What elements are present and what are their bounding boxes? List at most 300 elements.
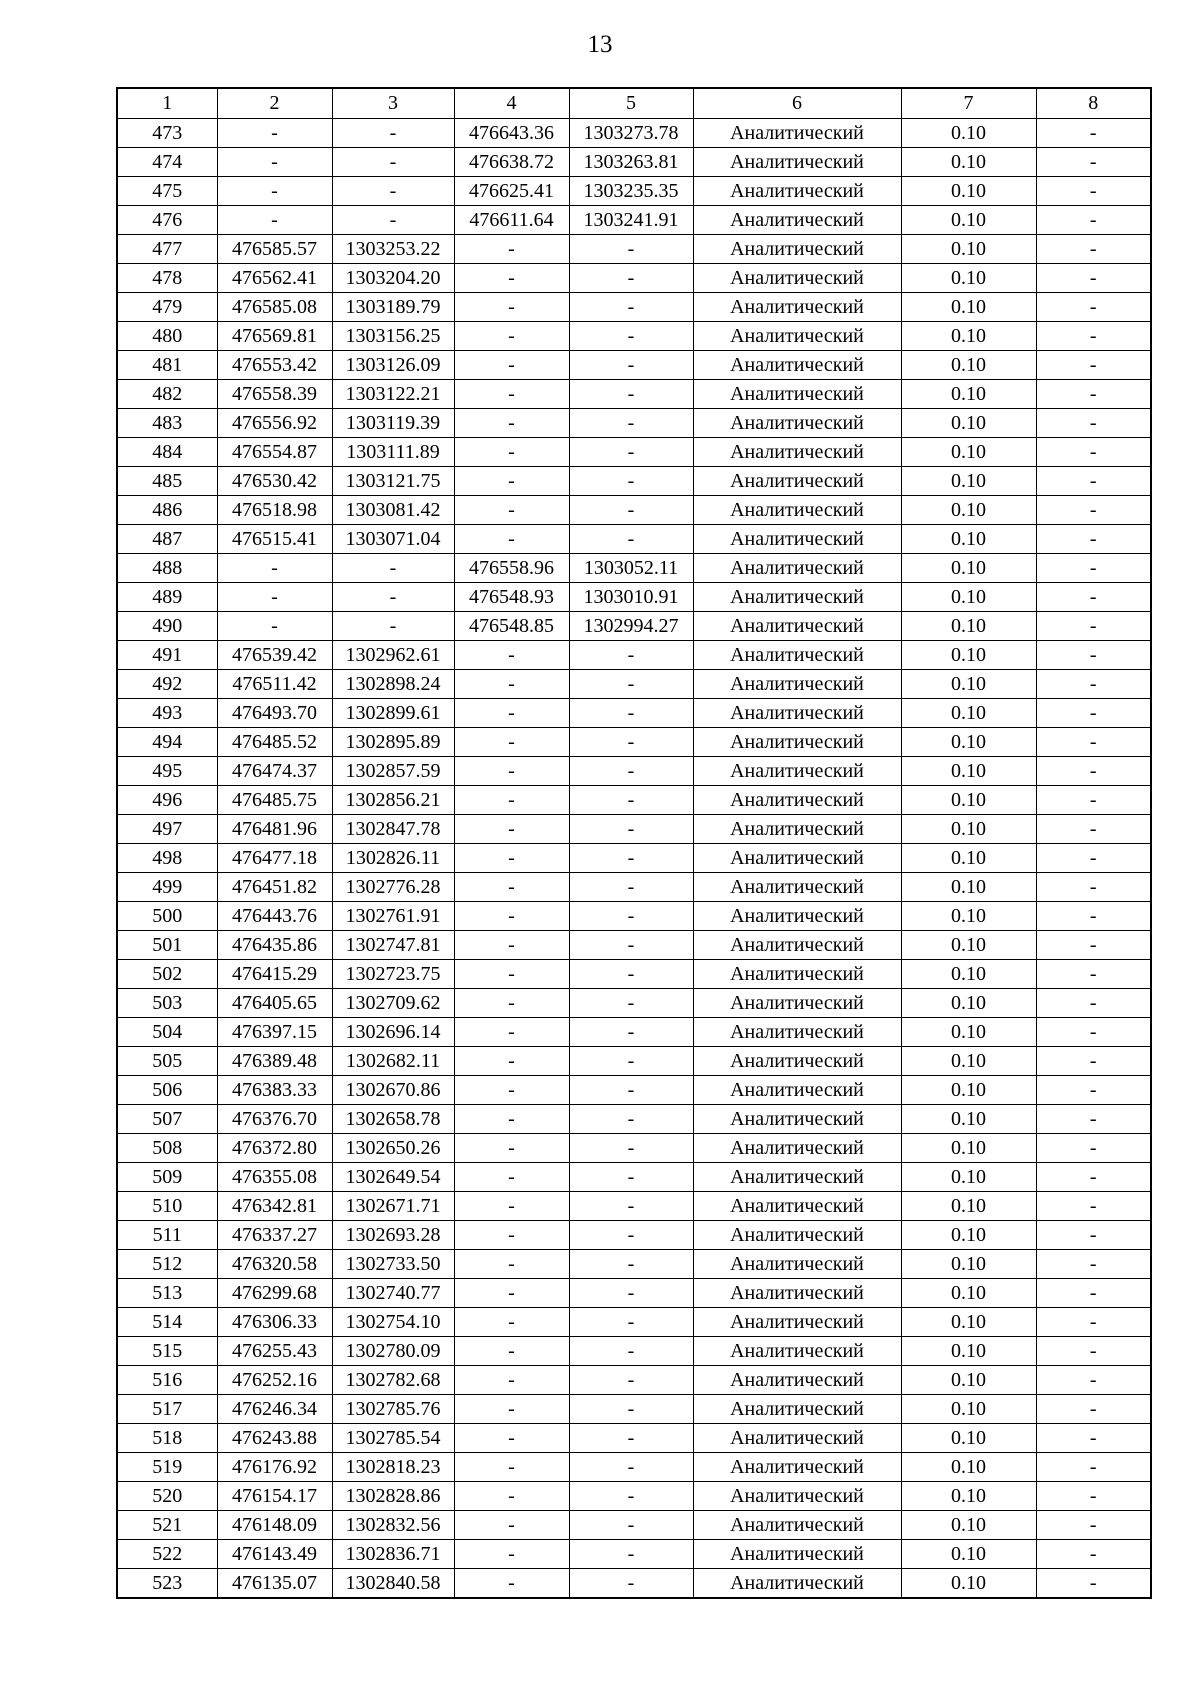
accuracy-cell: 0.10 [901, 1046, 1036, 1075]
table-row [117, 727, 1151, 756]
table-row [117, 785, 1151, 814]
y-coordinate-cell: 1303081.42 [332, 495, 454, 524]
method-cell: Аналитический [693, 1452, 901, 1481]
method-cell: Аналитический [693, 1017, 901, 1046]
x-coordinate-cell: 476415.29 [217, 959, 332, 988]
note-cell: - [1036, 1278, 1151, 1307]
x-coordinate-alt-cell: - [454, 466, 569, 495]
method-cell: Аналитический [693, 1307, 901, 1336]
point-number-cell: 496 [117, 785, 217, 814]
accuracy-cell: 0.10 [901, 1104, 1036, 1133]
y-coordinate-alt-cell: - [569, 727, 693, 756]
x-coordinate-alt-cell: - [454, 669, 569, 698]
accuracy-cell: 0.10 [901, 872, 1036, 901]
x-coordinate-cell: 476405.65 [217, 988, 332, 1017]
x-coordinate-alt-cell: - [454, 1365, 569, 1394]
y-coordinate-alt-cell: - [569, 814, 693, 843]
y-coordinate-cell: 1303204.20 [332, 263, 454, 292]
accuracy-cell: 0.10 [901, 1452, 1036, 1481]
method-cell: Аналитический [693, 872, 901, 901]
x-coordinate-alt-cell: 476611.64 [454, 205, 569, 234]
table-row [117, 988, 1151, 1017]
y-coordinate-cell: 1303071.04 [332, 524, 454, 553]
y-coordinate-cell: 1302899.61 [332, 698, 454, 727]
method-cell: Аналитический [693, 466, 901, 495]
accuracy-cell: 0.10 [901, 553, 1036, 582]
x-coordinate-cell: 476435.86 [217, 930, 332, 959]
point-number-cell: 512 [117, 1249, 217, 1278]
point-number-cell: 510 [117, 1191, 217, 1220]
point-number-cell: 495 [117, 756, 217, 785]
note-cell: - [1036, 582, 1151, 611]
accuracy-cell: 0.10 [901, 321, 1036, 350]
accuracy-cell: 0.10 [901, 1539, 1036, 1568]
x-coordinate-cell: 476477.18 [217, 843, 332, 872]
method-cell: Аналитический [693, 234, 901, 263]
y-coordinate-alt-cell: - [569, 234, 693, 263]
point-number-cell: 474 [117, 147, 217, 176]
y-coordinate-alt-cell: - [569, 1075, 693, 1104]
x-coordinate-cell: 476558.39 [217, 379, 332, 408]
table-row [117, 640, 1151, 669]
method-cell: Аналитический [693, 611, 901, 640]
y-coordinate-alt-cell: - [569, 1452, 693, 1481]
method-cell: Аналитический [693, 1075, 901, 1104]
y-coordinate-alt-cell: - [569, 263, 693, 292]
y-coordinate-alt-cell: - [569, 756, 693, 785]
x-coordinate-cell: - [217, 611, 332, 640]
point-number-cell: 507 [117, 1104, 217, 1133]
note-cell: - [1036, 930, 1151, 959]
table-row [117, 321, 1151, 350]
point-number-cell: 493 [117, 698, 217, 727]
table-row [117, 1249, 1151, 1278]
y-coordinate-cell: - [332, 611, 454, 640]
column-header: 8 [1036, 88, 1151, 118]
accuracy-cell: 0.10 [901, 118, 1036, 147]
y-coordinate-alt-cell: - [569, 321, 693, 350]
method-cell: Аналитический [693, 785, 901, 814]
table-row [117, 1220, 1151, 1249]
y-coordinate-cell: 1302857.59 [332, 756, 454, 785]
x-coordinate-alt-cell: - [454, 263, 569, 292]
point-number-cell: 482 [117, 379, 217, 408]
x-coordinate-alt-cell: 476643.36 [454, 118, 569, 147]
x-coordinate-alt-cell: 476548.93 [454, 582, 569, 611]
x-coordinate-alt-cell: - [454, 321, 569, 350]
method-cell: Аналитический [693, 1162, 901, 1191]
table-row [117, 930, 1151, 959]
table-row [117, 1162, 1151, 1191]
y-coordinate-alt-cell: - [569, 1133, 693, 1162]
method-cell: Аналитический [693, 698, 901, 727]
y-coordinate-alt-cell: - [569, 930, 693, 959]
x-coordinate-cell: 476143.49 [217, 1539, 332, 1568]
note-cell: - [1036, 1017, 1151, 1046]
x-coordinate-cell: 476554.87 [217, 437, 332, 466]
point-number-cell: 522 [117, 1539, 217, 1568]
y-coordinate-alt-cell: - [569, 350, 693, 379]
point-number-cell: 521 [117, 1510, 217, 1539]
x-coordinate-cell: 476299.68 [217, 1278, 332, 1307]
accuracy-cell: 0.10 [901, 930, 1036, 959]
point-number-cell: 506 [117, 1075, 217, 1104]
y-coordinate-cell: 1302856.21 [332, 785, 454, 814]
x-coordinate-alt-cell: - [454, 901, 569, 930]
method-cell: Аналитический [693, 669, 901, 698]
table-header-row [117, 88, 1151, 118]
method-cell: Аналитический [693, 1046, 901, 1075]
x-coordinate-alt-cell: - [454, 1046, 569, 1075]
x-coordinate-alt-cell: - [454, 1423, 569, 1452]
y-coordinate-alt-cell: - [569, 1046, 693, 1075]
note-cell: - [1036, 814, 1151, 843]
y-coordinate-cell: 1302828.86 [332, 1481, 454, 1510]
y-coordinate-cell: 1302840.58 [332, 1568, 454, 1598]
x-coordinate-alt-cell: - [454, 1162, 569, 1191]
table-row [117, 176, 1151, 205]
y-coordinate-cell: 1302682.11 [332, 1046, 454, 1075]
table-row [117, 1539, 1151, 1568]
y-coordinate-alt-cell: - [569, 640, 693, 669]
y-coordinate-alt-cell: - [569, 901, 693, 930]
y-coordinate-cell: 1302761.91 [332, 901, 454, 930]
note-cell: - [1036, 466, 1151, 495]
note-cell: - [1036, 553, 1151, 582]
point-number-cell: 511 [117, 1220, 217, 1249]
y-coordinate-alt-cell: - [569, 1365, 693, 1394]
table-row [117, 959, 1151, 988]
column-header: 2 [217, 88, 332, 118]
accuracy-cell: 0.10 [901, 785, 1036, 814]
x-coordinate-cell: 476306.33 [217, 1307, 332, 1336]
x-coordinate-cell: 476255.43 [217, 1336, 332, 1365]
x-coordinate-cell: 476474.37 [217, 756, 332, 785]
x-coordinate-alt-cell: - [454, 1307, 569, 1336]
x-coordinate-alt-cell: - [454, 1104, 569, 1133]
y-coordinate-cell: 1302818.23 [332, 1452, 454, 1481]
point-number-cell: 518 [117, 1423, 217, 1452]
table-row [117, 234, 1151, 263]
note-cell: - [1036, 901, 1151, 930]
accuracy-cell: 0.10 [901, 1220, 1036, 1249]
table-row [117, 1307, 1151, 1336]
page-number: 13 [587, 31, 613, 58]
table-row [117, 1568, 1151, 1598]
note-cell: - [1036, 147, 1151, 176]
x-coordinate-alt-cell: - [454, 756, 569, 785]
accuracy-cell: 0.10 [901, 205, 1036, 234]
method-cell: Аналитический [693, 1133, 901, 1162]
table-row [117, 1191, 1151, 1220]
x-coordinate-alt-cell: - [454, 640, 569, 669]
accuracy-cell: 0.10 [901, 640, 1036, 669]
accuracy-cell: 0.10 [901, 1162, 1036, 1191]
x-coordinate-alt-cell: - [454, 814, 569, 843]
x-coordinate-cell: - [217, 582, 332, 611]
y-coordinate-cell: 1303121.75 [332, 466, 454, 495]
method-cell: Аналитический [693, 1104, 901, 1133]
note-cell: - [1036, 611, 1151, 640]
y-coordinate-alt-cell: - [569, 1510, 693, 1539]
column-header: 1 [117, 88, 217, 118]
method-cell: Аналитический [693, 959, 901, 988]
y-coordinate-cell: 1302696.14 [332, 1017, 454, 1046]
note-cell: - [1036, 698, 1151, 727]
y-coordinate-cell: - [332, 205, 454, 234]
y-coordinate-alt-cell: - [569, 495, 693, 524]
x-coordinate-alt-cell: - [454, 1394, 569, 1423]
x-coordinate-cell: 476372.80 [217, 1133, 332, 1162]
x-coordinate-cell: 476397.15 [217, 1017, 332, 1046]
x-coordinate-alt-cell: 476625.41 [454, 176, 569, 205]
y-coordinate-alt-cell: - [569, 698, 693, 727]
point-number-cell: 497 [117, 814, 217, 843]
y-coordinate-cell: 1302776.28 [332, 872, 454, 901]
y-coordinate-alt-cell: - [569, 669, 693, 698]
y-coordinate-alt-cell: - [569, 1162, 693, 1191]
method-cell: Аналитический [693, 1394, 901, 1423]
y-coordinate-cell: - [332, 176, 454, 205]
column-header: 6 [693, 88, 901, 118]
y-coordinate-alt-cell: - [569, 1220, 693, 1249]
table-row [117, 1510, 1151, 1539]
x-coordinate-alt-cell: - [454, 408, 569, 437]
accuracy-cell: 0.10 [901, 524, 1036, 553]
x-coordinate-cell: - [217, 147, 332, 176]
note-cell: - [1036, 669, 1151, 698]
table-row [117, 611, 1151, 640]
y-coordinate-alt-cell: - [569, 292, 693, 321]
y-coordinate-alt-cell: 1303052.11 [569, 553, 693, 582]
method-cell: Аналитический [693, 205, 901, 234]
note-cell: - [1036, 1046, 1151, 1075]
x-coordinate-alt-cell: - [454, 350, 569, 379]
method-cell: Аналитический [693, 1278, 901, 1307]
method-cell: Аналитический [693, 118, 901, 147]
x-coordinate-alt-cell: - [454, 1220, 569, 1249]
x-coordinate-alt-cell: - [454, 1017, 569, 1046]
x-coordinate-alt-cell: - [454, 698, 569, 727]
table-row [117, 553, 1151, 582]
y-coordinate-alt-cell: - [569, 785, 693, 814]
note-cell: - [1036, 843, 1151, 872]
accuracy-cell: 0.10 [901, 1191, 1036, 1220]
column-header: 4 [454, 88, 569, 118]
x-coordinate-cell: 476376.70 [217, 1104, 332, 1133]
note-cell: - [1036, 263, 1151, 292]
x-coordinate-cell: 476246.34 [217, 1394, 332, 1423]
x-coordinate-cell: 476481.96 [217, 814, 332, 843]
note-cell: - [1036, 176, 1151, 205]
accuracy-cell: 0.10 [901, 1568, 1036, 1598]
y-coordinate-alt-cell: - [569, 1423, 693, 1452]
table-row [117, 263, 1151, 292]
table-row [117, 843, 1151, 872]
accuracy-cell: 0.10 [901, 437, 1036, 466]
accuracy-cell: 0.10 [901, 1249, 1036, 1278]
y-coordinate-cell: 1302898.24 [332, 669, 454, 698]
x-coordinate-alt-cell: - [454, 727, 569, 756]
table-row [117, 205, 1151, 234]
method-cell: Аналитический [693, 408, 901, 437]
note-cell: - [1036, 1191, 1151, 1220]
table-row [117, 872, 1151, 901]
table-row [117, 582, 1151, 611]
method-cell: Аналитический [693, 814, 901, 843]
method-cell: Аналитический [693, 553, 901, 582]
point-number-cell: 508 [117, 1133, 217, 1162]
point-number-cell: 515 [117, 1336, 217, 1365]
point-number-cell: 500 [117, 901, 217, 930]
accuracy-cell: 0.10 [901, 843, 1036, 872]
note-cell: - [1036, 756, 1151, 785]
y-coordinate-cell: 1302670.86 [332, 1075, 454, 1104]
y-coordinate-cell: 1303156.25 [332, 321, 454, 350]
accuracy-cell: 0.10 [901, 176, 1036, 205]
table-row [117, 118, 1151, 147]
point-number-cell: 513 [117, 1278, 217, 1307]
accuracy-cell: 0.10 [901, 669, 1036, 698]
accuracy-cell: 0.10 [901, 1307, 1036, 1336]
note-cell: - [1036, 321, 1151, 350]
y-coordinate-cell: - [332, 582, 454, 611]
x-coordinate-cell: 476493.70 [217, 698, 332, 727]
point-number-cell: 481 [117, 350, 217, 379]
point-number-cell: 494 [117, 727, 217, 756]
y-coordinate-cell: 1302962.61 [332, 640, 454, 669]
x-coordinate-alt-cell: - [454, 930, 569, 959]
table-row [117, 1278, 1151, 1307]
y-coordinate-cell: 1303126.09 [332, 350, 454, 379]
y-coordinate-alt-cell: - [569, 1017, 693, 1046]
x-coordinate-cell: 476562.41 [217, 263, 332, 292]
method-cell: Аналитический [693, 1539, 901, 1568]
table-row [117, 1423, 1151, 1452]
point-number-cell: 486 [117, 495, 217, 524]
point-number-cell: 498 [117, 843, 217, 872]
y-coordinate-alt-cell: - [569, 843, 693, 872]
x-coordinate-alt-cell: - [454, 1075, 569, 1104]
accuracy-cell: 0.10 [901, 350, 1036, 379]
table-row [117, 1336, 1151, 1365]
x-coordinate-cell: 476342.81 [217, 1191, 332, 1220]
accuracy-cell: 0.10 [901, 495, 1036, 524]
x-coordinate-cell: 476569.81 [217, 321, 332, 350]
note-cell: - [1036, 1452, 1151, 1481]
y-coordinate-alt-cell: - [569, 1307, 693, 1336]
x-coordinate-cell: 476135.07 [217, 1568, 332, 1598]
y-coordinate-alt-cell: 1302994.27 [569, 611, 693, 640]
table-row [117, 756, 1151, 785]
y-coordinate-alt-cell: - [569, 1191, 693, 1220]
method-cell: Аналитический [693, 1423, 901, 1452]
y-coordinate-alt-cell: - [569, 1568, 693, 1598]
note-cell: - [1036, 379, 1151, 408]
x-coordinate-alt-cell: - [454, 1568, 569, 1598]
accuracy-cell: 0.10 [901, 234, 1036, 263]
x-coordinate-cell: 476176.92 [217, 1452, 332, 1481]
note-cell: - [1036, 524, 1151, 553]
table-row [117, 814, 1151, 843]
method-cell: Аналитический [693, 524, 901, 553]
note-cell: - [1036, 988, 1151, 1017]
point-number-cell: 517 [117, 1394, 217, 1423]
x-coordinate-alt-cell: - [454, 292, 569, 321]
method-cell: Аналитический [693, 901, 901, 930]
x-coordinate-alt-cell: - [454, 1481, 569, 1510]
y-coordinate-cell: 1302826.11 [332, 843, 454, 872]
method-cell: Аналитический [693, 756, 901, 785]
accuracy-cell: 0.10 [901, 1365, 1036, 1394]
note-cell: - [1036, 785, 1151, 814]
x-coordinate-cell: 476553.42 [217, 350, 332, 379]
accuracy-cell: 0.10 [901, 611, 1036, 640]
accuracy-cell: 0.10 [901, 379, 1036, 408]
table-row [117, 1452, 1151, 1481]
accuracy-cell: 0.10 [901, 901, 1036, 930]
x-coordinate-cell: 476556.92 [217, 408, 332, 437]
method-cell: Аналитический [693, 1220, 901, 1249]
y-coordinate-cell: 1303253.22 [332, 234, 454, 263]
point-number-cell: 489 [117, 582, 217, 611]
table-row [117, 292, 1151, 321]
y-coordinate-cell: 1302671.71 [332, 1191, 454, 1220]
y-coordinate-cell: 1302658.78 [332, 1104, 454, 1133]
note-cell: - [1036, 1394, 1151, 1423]
note-cell: - [1036, 1220, 1151, 1249]
method-cell: Аналитический [693, 1568, 901, 1598]
y-coordinate-alt-cell: 1303273.78 [569, 118, 693, 147]
method-cell: Аналитический [693, 1336, 901, 1365]
y-coordinate-cell: 1303189.79 [332, 292, 454, 321]
x-coordinate-alt-cell: - [454, 959, 569, 988]
note-cell: - [1036, 1539, 1151, 1568]
table-row [117, 147, 1151, 176]
y-coordinate-cell: 1302733.50 [332, 1249, 454, 1278]
x-coordinate-cell: 476355.08 [217, 1162, 332, 1191]
y-coordinate-alt-cell: - [569, 524, 693, 553]
y-coordinate-cell: 1303122.21 [332, 379, 454, 408]
note-cell: - [1036, 1568, 1151, 1598]
x-coordinate-cell: - [217, 553, 332, 582]
method-cell: Аналитический [693, 495, 901, 524]
point-number-cell: 504 [117, 1017, 217, 1046]
x-coordinate-alt-cell: - [454, 1133, 569, 1162]
x-coordinate-alt-cell: - [454, 1278, 569, 1307]
column-header: 7 [901, 88, 1036, 118]
accuracy-cell: 0.10 [901, 466, 1036, 495]
x-coordinate-alt-cell: - [454, 524, 569, 553]
table-row [117, 1017, 1151, 1046]
y-coordinate-alt-cell: 1303241.91 [569, 205, 693, 234]
accuracy-cell: 0.10 [901, 756, 1036, 785]
x-coordinate-cell: 476154.17 [217, 1481, 332, 1510]
note-cell: - [1036, 437, 1151, 466]
y-coordinate-alt-cell: - [569, 1394, 693, 1423]
point-number-cell: 479 [117, 292, 217, 321]
accuracy-cell: 0.10 [901, 1423, 1036, 1452]
accuracy-cell: 0.10 [901, 1075, 1036, 1104]
method-cell: Аналитический [693, 292, 901, 321]
point-number-cell: 520 [117, 1481, 217, 1510]
y-coordinate-alt-cell: - [569, 408, 693, 437]
y-coordinate-alt-cell: - [569, 988, 693, 1017]
note-cell: - [1036, 1133, 1151, 1162]
table-row [117, 901, 1151, 930]
x-coordinate-cell: 476485.52 [217, 727, 332, 756]
y-coordinate-alt-cell: - [569, 1104, 693, 1133]
